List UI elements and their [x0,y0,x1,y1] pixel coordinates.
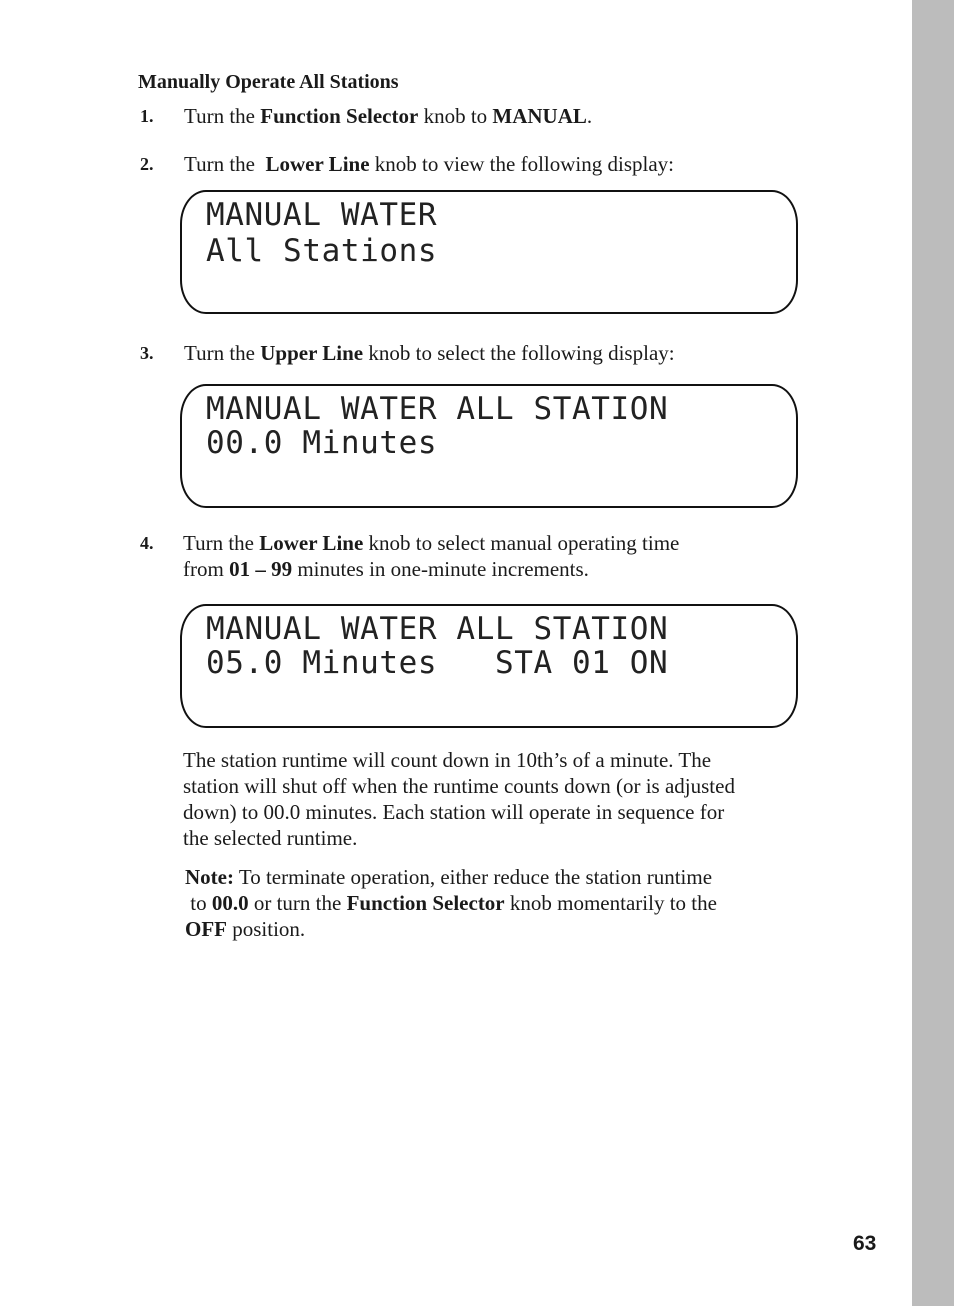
lcd-display-3-line-2: 05.0 Minutes STA 01 ON [206,645,669,681]
runtime-paragraph [183,747,833,851]
step-2-number: 2. [140,154,154,174]
lcd-display-3-line-1: MANUAL WATER ALL STATION [206,611,669,647]
runtime-paragraph-line-2: station will shut off when the runtime counts down (or is adjusted [183,774,735,798]
note-label: Note: [185,865,234,889]
runtime-paragraph-line-1: The station runtime will count down in 10th’s of a minute. The [183,748,712,772]
step-4-text-line-1: Turn the Lower Line knob to select manual operating time [183,531,680,555]
step-3-number: 3. [140,343,154,363]
note-line-3: OFF position. [185,917,306,941]
note-line-1: Note: To terminate operation, either reduce the station runtime [185,865,713,889]
lcd-display-3 [180,604,798,728]
note-paragraph [185,864,835,942]
page-number: 63 [853,1232,877,1255]
side-thumb-tab [912,0,954,1306]
step-2-text: Turn the Lower Line knob to view the following display: [184,152,675,176]
lcd-display-2-line-2: 00.0 Minutes [206,425,438,461]
lcd-display-1-line-1: MANUAL WATER [206,197,438,233]
section-heading: Manually Operate All Stations [138,71,399,93]
runtime-paragraph-line-3: down) to 00.0 minutes. Each station will operate in sequence for [183,800,725,824]
step-1-text: Turn the Function Selector knob to MANUAL. [184,104,593,128]
step-1-number: 1. [140,106,154,126]
lcd-display-1 [180,190,798,314]
step-3-text: Turn the Upper Line knob to select the following display: [184,341,675,365]
runtime-paragraph-line-4: the selected runtime. [183,826,358,850]
note-line-2: to 00.0 or turn the Function Selector knob momentarily to the [185,891,717,915]
lcd-display-2 [180,384,798,508]
lcd-display-1-line-2: All Stations [206,233,438,269]
step-4-number: 4. [140,533,154,553]
step-4-text-line-2: from 01 – 99 minutes in one-minute increments. [183,557,589,581]
lcd-display-2-line-1: MANUAL WATER ALL STATION [206,391,669,427]
